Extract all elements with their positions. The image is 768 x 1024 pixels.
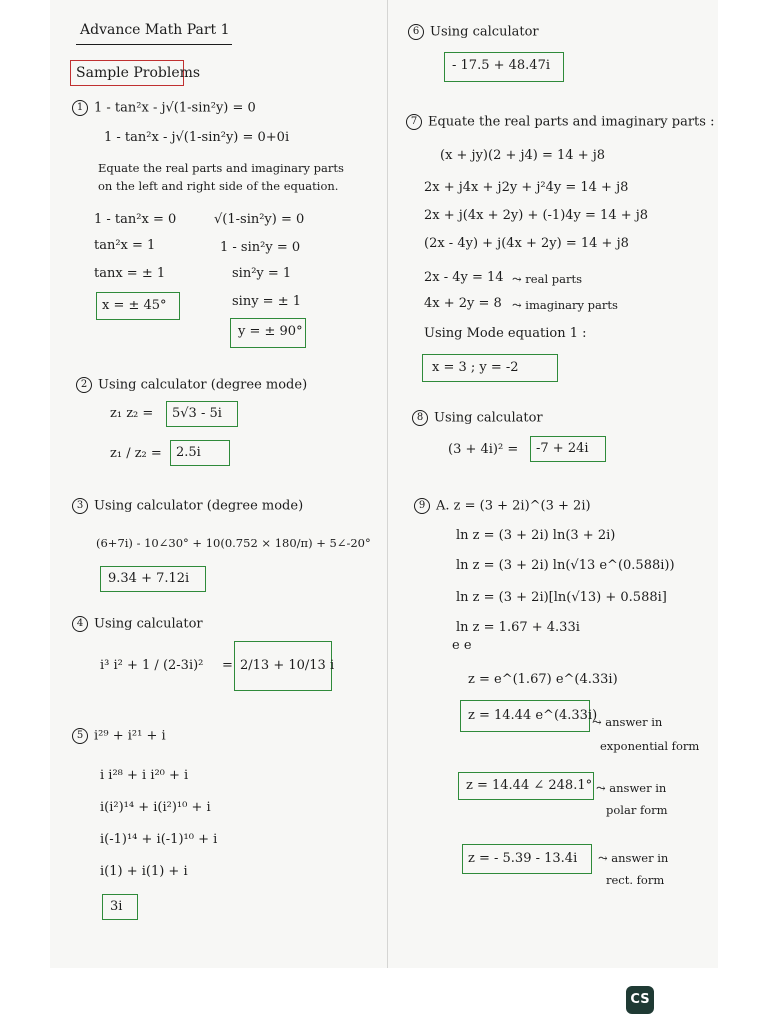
problem-9-answer-1: z = 14.44 e^(4.33i) — [468, 708, 598, 723]
problem-1-imag-answer: y = ± 90° — [238, 324, 303, 339]
problem-9-note-2b: polar form — [606, 803, 668, 817]
problem-4-heading — [72, 616, 203, 633]
problem-number-8: 8 — [412, 410, 428, 426]
title-underline — [76, 44, 232, 45]
problem-7-heading-text: Equate the real parts and imaginary parts : — [428, 114, 715, 130]
problem-number-7: 7 — [406, 114, 422, 130]
problem-9-line-7: z = e^(1.67) e^(4.33i) — [468, 672, 618, 687]
problem-1-real-step-2: tan²x = 1 — [94, 238, 156, 253]
problem-1-real-step-1: 1 - tan²x = 0 — [94, 212, 177, 227]
section-label: Sample Problems — [76, 65, 201, 81]
problem-7-line-6: 4x + 2y = 8 — [424, 296, 502, 311]
problem-9-answer-3: z = - 5.39 - 13.4i — [468, 851, 578, 866]
problem-number-2: 2 — [76, 377, 92, 393]
problem-1-imag-step-1: √(1-sin²y) = 0 — [214, 212, 305, 227]
problem-5-line-5: i(1) + i(1) + i — [100, 864, 188, 879]
problem-7-line-4: (2x - 4y) + j(4x + 2y) = 14 + j8 — [424, 236, 629, 251]
camscanner-logo-icon: CS — [626, 986, 654, 1014]
problem-1-equation: 1 - tan²x - j√(1-sin²y) = 0 — [94, 100, 256, 116]
problem-7-note-real: ⤳ real parts — [512, 272, 583, 286]
problem-2-label-2: z₁ / z₂ = — [110, 446, 162, 461]
problem-8-expression: (3 + 4i)² = — [448, 442, 519, 457]
problem-1-note-1: Equate the real parts and imaginary parts — [98, 161, 344, 175]
problem-9-line-1-text: A. z = (3 + 2i)^(3 + 2i) — [436, 498, 591, 514]
problem-number-3: 3 — [72, 498, 88, 514]
problem-number-1: 1 — [72, 100, 88, 116]
problem-7-heading — [406, 114, 714, 131]
problem-6-answer: - 17.5 + 48.47i — [452, 58, 551, 73]
problem-1-note-2: on the left and right side of the equation. — [98, 179, 339, 193]
problem-5-line-1-text: i²⁹ + i²¹ + i — [94, 728, 166, 744]
problem-5-line-2: i i²⁸ + i i²⁰ + i — [100, 768, 189, 783]
problem-4-heading-text: Using calculator — [94, 616, 203, 632]
problem-1-imag-step-3: sin²y = 1 — [232, 266, 292, 281]
problem-9-note-1b: exponential form — [600, 739, 700, 753]
problem-7-line-2: 2x + j4x + j2y + j²4y = 14 + j8 — [424, 180, 629, 195]
problem-4-equals: = — [222, 658, 233, 673]
problem-9-line-2: ln z = (3 + 2i) ln(3 + 2i) — [456, 528, 616, 543]
problem-1-real-step-3: tanx = ± 1 — [94, 266, 166, 281]
problem-number-6: 6 — [408, 24, 424, 40]
problem-4-expression: i³ i² + 1 / (2-3i)² — [100, 658, 204, 673]
problem-9-note-1a: ⤳ answer in — [592, 715, 663, 729]
problem-2-label-1: z₁ z₂ = — [110, 406, 154, 421]
problem-1-imag-step-4: siny = ± 1 — [232, 294, 301, 309]
problem-5-line-4: i(-1)¹⁴ + i(-1)¹⁰ + i — [100, 832, 218, 847]
problem-7-answer: x = 3 ; y = -2 — [432, 360, 519, 375]
problem-1-line-1 — [72, 100, 256, 117]
problem-4-answer: 2/13 + 10/13 i — [240, 658, 335, 673]
problem-9-note-3b: rect. form — [606, 873, 665, 887]
problem-2-answer-2: 2.5i — [176, 445, 201, 460]
problem-3-heading — [72, 498, 303, 515]
problem-5-line-3: i(i²)¹⁴ + i(i²)¹⁰ + i — [100, 800, 211, 815]
problem-3-heading-text: Using calculator (degree mode) — [94, 498, 304, 514]
problem-5-line-1 — [72, 728, 166, 745]
problem-number-9: 9 — [414, 498, 430, 514]
problem-7-line-1: (x + jy)(2 + j4) = 14 + j8 — [440, 148, 606, 163]
problem-1-line-2: 1 - tan²x - j√(1-sin²y) = 0+0i — [104, 130, 290, 145]
problem-9-line-6: e e — [452, 638, 472, 653]
problem-8-heading-text: Using calculator — [434, 410, 543, 426]
problem-1-imag-step-2: 1 - sin²y = 0 — [220, 240, 301, 255]
problem-9-answer-2: z = 14.44 ∠ 248.1° — [466, 778, 593, 793]
problem-9-line-3: ln z = (3 + 2i) ln(√13 e^(0.588i)) — [456, 558, 675, 573]
problem-5-answer: 3i — [110, 899, 123, 914]
page-title: Advance Math Part 1 — [80, 22, 230, 38]
problem-2-heading — [76, 377, 307, 394]
problem-9-note-2a: ⤳ answer in — [596, 781, 667, 795]
column-divider — [387, 0, 388, 968]
problem-6-heading-text: Using calculator — [430, 24, 539, 40]
problem-7-line-5: 2x - 4y = 14 — [424, 270, 504, 285]
problem-8-answer: -7 + 24i — [536, 441, 589, 456]
problem-9-line-4: ln z = (3 + 2i)[ln(√13) + 0.588i] — [456, 590, 667, 605]
problem-6-heading — [408, 24, 539, 41]
problem-2-answer-1: 5√3 - 5i — [172, 406, 222, 421]
problem-7-note-imag: ⤳ imaginary parts — [512, 298, 618, 312]
problem-7-line-3: 2x + j(4x + 2y) + (-1)4y = 14 + j8 — [424, 208, 649, 223]
problem-2-heading-text: Using calculator (degree mode) — [98, 377, 308, 393]
problem-9-note-3a: ⤳ answer in — [598, 851, 669, 865]
problem-9-line-5: ln z = 1.67 + 4.33i — [456, 620, 580, 635]
problem-1-real-answer: x = ± 45° — [102, 298, 167, 313]
problem-number-5: 5 — [72, 728, 88, 744]
problem-8-heading — [412, 410, 543, 427]
problem-3-answer: 9.34 + 7.12i — [108, 571, 190, 586]
problem-9-line-1 — [414, 498, 591, 515]
problem-number-4: 4 — [72, 616, 88, 632]
problem-7-line-7: Using Mode equation 1 : — [424, 326, 587, 341]
problem-3-expression: (6+7i) - 10∠30° + 10(0.752 × 180/π) + 5∠-20° — [96, 536, 371, 550]
